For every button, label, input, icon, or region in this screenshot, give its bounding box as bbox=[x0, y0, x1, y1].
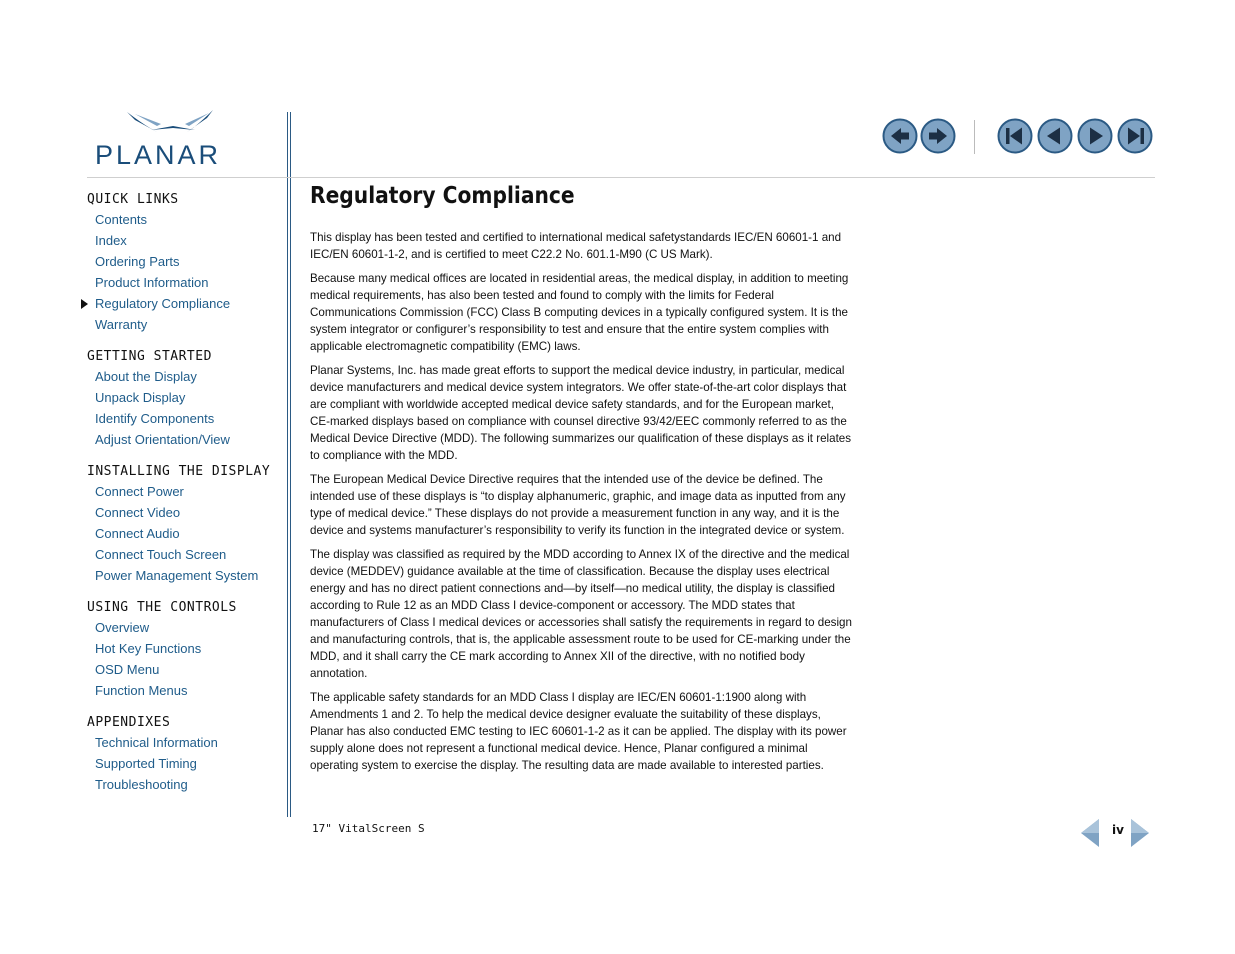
planar-logo bbox=[95, 108, 250, 168]
previous-page-button[interactable] bbox=[1037, 118, 1073, 154]
sidebar-item-contents[interactable]: Contents bbox=[95, 212, 148, 227]
sidebar-item-overview[interactable]: Overview bbox=[95, 620, 150, 635]
page-title: Regulatory Compliance bbox=[310, 183, 575, 209]
sidebar-item-adjust-orientation[interactable]: Adjust Orientation/View bbox=[95, 432, 230, 447]
section-title-installing: INSTALLING THE DISPLAY bbox=[87, 464, 271, 479]
sidebar-item-osd-menu[interactable]: OSD Menu bbox=[95, 662, 160, 677]
section-title-appendixes: APPENDIXES bbox=[87, 715, 171, 730]
body-paragraph: The European Medical Device Directive requires that the intended use of the device be defined. The intended use of these displays is “to display alphanumeric, graphic, and image data as inputted from any type of medical device.” These displays do not provide a measurement function in any way, and it is the device and systems manufacturer’s responsibility to verify its function in the integrated device or system. bbox=[310, 473, 846, 537]
first-page-button[interactable] bbox=[997, 118, 1033, 154]
body-paragraph: This display has been tested and certified to international medical safetystandards IEC/EN 60601-1 and IEC/EN 60601-1-2, and is certified to meet C22.2 No. 601.1-M90 (C US Mark). bbox=[310, 231, 842, 261]
page-back-arrow[interactable] bbox=[1080, 818, 1100, 848]
body-paragraph: Planar Systems, Inc. has made great efforts to support the medical device industry, in particular, medical device manufacturers and medical device system integrators. We offer state-of-the-art color displays that are compliant with worldwide accepted medical device safety standards, and for the European market, CE-marked displays based on compliance with counsel directive 93/42/EEC commonly referred to as the Medical Device Directive (MDD). The following summarizes our qualification of these displays as it relates to compliance with the MDD. bbox=[310, 364, 852, 462]
last-page-icon bbox=[1117, 118, 1153, 154]
sidebar-item-warranty[interactable]: Warranty bbox=[95, 317, 148, 332]
sidebar-active-row bbox=[87, 293, 282, 314]
sidebar-item-connect-audio[interactable]: Connect Audio bbox=[95, 526, 180, 541]
forward-icon bbox=[920, 118, 956, 154]
sidebar-nav bbox=[87, 190, 282, 795]
page-forward-arrow[interactable] bbox=[1130, 818, 1150, 848]
sidebar-item-connect-video[interactable]: Connect Video bbox=[95, 505, 181, 520]
sidebar-item-troubleshooting[interactable]: Troubleshooting bbox=[95, 777, 188, 792]
header-rule bbox=[87, 177, 1155, 178]
section-title-using-controls: USING THE CONTROLS bbox=[87, 600, 237, 615]
back-icon bbox=[882, 118, 918, 154]
sidebar-item-product-information[interactable]: Product Information bbox=[95, 275, 209, 290]
triangle-right-icon bbox=[1130, 818, 1150, 848]
sidebar-item-unpack-display[interactable]: Unpack Display bbox=[95, 390, 186, 405]
body-paragraph: The applicable safety standards for an MDD Class I display are IEC/EN 60601-1:1900 along with Amendments 1 and 2. To help the medical device designer evaluate the suitability of these displays, Planar has also conducted EMC testing to IEC 60601-1-2 as it can be applied. The display with its power supply alone does not represent a functional medical device. Hence, Planar configured a minimal operating system to exercise the display. The resulting data are made available to interested parties. bbox=[310, 691, 847, 772]
sidebar-item-identify-components[interactable]: Identify Components bbox=[95, 411, 215, 426]
triangle-left-icon bbox=[1080, 818, 1100, 848]
sidebar-item-technical-information[interactable]: Technical Information bbox=[95, 735, 218, 750]
last-page-button[interactable] bbox=[1117, 118, 1153, 154]
footer-product-name: 17" VitalScreen S bbox=[312, 822, 425, 835]
sidebar-item-regulatory-compliance[interactable]: Regulatory Compliance bbox=[95, 296, 231, 311]
sidebar-item-connect-touch-screen[interactable]: Connect Touch Screen bbox=[95, 547, 227, 562]
next-page-button[interactable] bbox=[1077, 118, 1113, 154]
sidebar-divider bbox=[287, 112, 288, 817]
body-paragraph: The display was classified as required by the MDD according to Annex IX of the directive and the medical device (MEDDEV) guidance available at the time of classification. Because the display uses electrical energy and has no direct patient connections and—by itself—no medical utility, the display is classified according to Rule 12 as an MDD Class I device-component or accessory. The MDD states that manufacturers of Class I medical devices or accessories shall satisfy the requirements in regard to design and manufacturing controls, that is, the applicable assessment route to be used for CE-marking under the MDD, and it shall carry the CE mark according to Annex XII of the directive, with no notified body annotation. bbox=[310, 548, 852, 680]
sidebar-item-about-the-display[interactable]: About the Display bbox=[95, 369, 197, 384]
body-paragraph: Because many medical offices are located in residential areas, the medical display, in addition to meeting medical requirements, has also been tested and found to comply with the limits for Federal Communications Commission (FCC) Class B computing devices in a typically configured system. It is the system integrator or configurer’s responsibility to test and ensure that the entire system complies with applicable electromagnetic compatibility (EMC) laws. bbox=[310, 272, 849, 353]
sidebar-item-power-management[interactable]: Power Management System bbox=[95, 568, 259, 583]
sidebar-item-hot-key-functions[interactable]: Hot Key Functions bbox=[95, 641, 202, 656]
sidebar-item-connect-power[interactable]: Connect Power bbox=[95, 484, 184, 499]
main-content bbox=[310, 229, 855, 781]
sidebar-item-function-menus[interactable]: Function Menus bbox=[95, 683, 188, 698]
page-number: iv bbox=[1112, 823, 1124, 837]
forward-button[interactable] bbox=[920, 118, 956, 154]
section-title-quick-links: QUICK LINKS bbox=[87, 192, 179, 207]
sidebar-item-index[interactable]: Index bbox=[95, 233, 127, 248]
previous-page-icon bbox=[1037, 118, 1073, 154]
section-title-getting-started: GETTING STARTED bbox=[87, 349, 212, 364]
toolbar-separator bbox=[974, 120, 975, 154]
sidebar-divider-inner bbox=[290, 112, 291, 817]
sidebar-item-ordering-parts[interactable]: Ordering Parts bbox=[95, 254, 180, 269]
logo-wordmark: PLANAR bbox=[95, 140, 222, 170]
first-page-icon bbox=[997, 118, 1033, 154]
next-page-icon bbox=[1077, 118, 1113, 154]
sidebar-item-supported-timing[interactable]: Supported Timing bbox=[95, 756, 197, 771]
back-button[interactable] bbox=[882, 118, 918, 154]
